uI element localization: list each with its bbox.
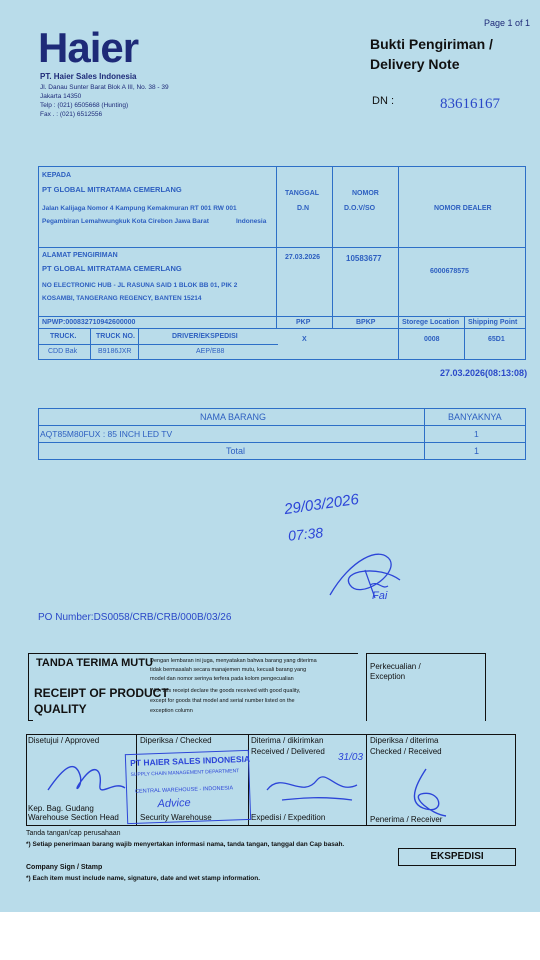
receipt-text-id-3: model dan nomor serinya terfera pada kolom pengecualian <box>150 676 294 682</box>
approved-signature <box>40 750 130 805</box>
receipt-text-en-1: With this receipt declare the goods received with good quality, <box>150 688 301 694</box>
item-row-qty: 1 <box>474 429 479 439</box>
truck-value: CDD Bak <box>48 348 78 355</box>
tanggal-value: 27.03.2026 <box>285 254 321 261</box>
checked-received-label-1: Diperiksa / diterima <box>370 736 439 745</box>
stamp-line-4: Advice <box>157 796 191 811</box>
truck-no-header: TRUCK NO. <box>96 333 135 340</box>
receipt-text-en-2: except for goods that model and serial number listed on the <box>150 698 295 704</box>
items-qty-header: BANYAKNYA <box>448 412 502 422</box>
ekspedisi-box: EKSPEDISI <box>398 848 516 866</box>
company-telp: Telp : (021) 6505668 (Hunting) <box>40 102 129 109</box>
exception-label-1: Perkecualian / <box>370 662 421 671</box>
truck-no-value: B9186JXR <box>98 348 132 355</box>
npwp: NPWP:000832710942600000 <box>42 319 136 326</box>
shipping-value: 65D1 <box>488 336 505 343</box>
company-name: PT. Haier Sales Indonesia <box>40 72 137 81</box>
truck-header: TRUCK. <box>50 333 77 340</box>
handwritten-note: 31/03 <box>338 752 364 763</box>
expedition-signature <box>262 760 362 810</box>
company-stamp <box>125 750 251 824</box>
penerima-label: Penerima / Receiver <box>370 815 443 824</box>
pkp-value: X <box>302 336 307 343</box>
dealer-value: 6000678575 <box>430 268 469 275</box>
company-sign-label: Company Sign / Stamp <box>26 864 103 871</box>
tanggal-header: TANGGAL <box>285 190 320 197</box>
receipt-text-id-2: tidak bermasalah secara manajemen mutu, kecuali barang yang <box>150 667 307 673</box>
pkp-label: PKP <box>296 319 311 326</box>
dn-label: DN : <box>372 95 394 107</box>
receipt-title-en-2: QUALITY <box>34 702 87 716</box>
doc-title-1: Bukti Pengiriman / <box>370 36 493 52</box>
security-label: Security Warehouse <box>140 813 212 822</box>
received-label-1: Diterima / dikirimkan <box>251 736 324 745</box>
kepada-label: KEPADA <box>42 172 72 179</box>
tanggal-sub: D.N <box>297 205 310 212</box>
items-name-header: NAMA BARANG <box>200 412 267 422</box>
receipt-title-id: TANDA TERIMA MUTU <box>36 657 153 669</box>
kep-bag-label-2: Warehouse Section Head <box>28 813 119 822</box>
receipt-text-id-1: Dengan lembaran ini juga, menyatakan bahwa barang yang diterima <box>150 658 317 664</box>
po-number: PO Number:DS0058/CRB/CRB/000B/03/26 <box>38 612 232 623</box>
stamp-line-2: SUPPLY CHAIN MANAGEMENT DEPARTMENT <box>130 768 240 778</box>
exception-label-2: Exception <box>370 672 406 681</box>
expedisi-label: Expedisi / Expedition <box>251 813 326 822</box>
company-fax: Fax . : (021) 6512556 <box>40 111 103 118</box>
kepada-address-2: Pegambiran Lemahwungkuk Kota Cirebon Jawa Barat <box>42 218 209 225</box>
stamp-line-3: CENTRAL WAREHOUSE - INDONESIA <box>135 785 234 795</box>
items-total-label: Total <box>226 446 246 456</box>
print-timestamp: 27.03.2026(08:13:08) <box>440 368 528 378</box>
tanda-tangan-label: Tanda tangan/cap perusahaan <box>26 830 121 837</box>
stamp-line-1: PT HAIER SALES INDONESIA <box>129 753 251 769</box>
company-address-2: Jakarta 14350 <box>40 93 82 100</box>
info-table <box>38 166 526 360</box>
note-en: *) Each item must include name, signature, date and wet stamp information. <box>26 875 261 882</box>
note-id: *) Setiap penerimaan barang wajib menyertakan informasi nama, tanda tangan, tanggal dan Cap basah. <box>26 841 345 848</box>
doc-title-2: Delivery Note <box>370 56 460 72</box>
nomor-dealer-header: NOMOR DEALER <box>434 205 492 212</box>
receipt-title-en-1: RECEIPT OF PRODUCT <box>34 686 169 700</box>
nomor-sub: D.O.V/SO <box>344 205 376 212</box>
checked-received-label-2: Checked / Received <box>370 747 442 756</box>
alamat-address-1: NO ELECTRONIC HUB - JL RASUNA SAID 1 BLOK BB 01, PIK 2 <box>42 282 238 289</box>
receiver-signature <box>396 764 456 820</box>
storage-location-label: Storege Location <box>402 319 460 326</box>
alamat-name: PT GLOBAL MITRATAMA CEMERLANG <box>42 264 182 273</box>
handwritten-date: 29/03/2026 <box>283 490 360 519</box>
page-label: Page 1 of 1 <box>484 18 531 28</box>
company-address-1: Jl. Danau Sunter Barat Blok A III, No. 38 - 39 <box>40 84 169 91</box>
kep-bag-label-1: Kep. Bag. Gudang <box>28 804 94 813</box>
dn-number: 83616167 <box>440 96 500 112</box>
approved-label: Disetujui / Approved <box>28 736 100 745</box>
kepada-name: PT GLOBAL MITRATAMA CEMERLANG <box>42 185 182 194</box>
shipping-point-label: Shipping Point <box>468 319 518 326</box>
nomor-header: NOMOR <box>352 190 379 197</box>
checked-label: Diperiksa / Checked <box>140 736 212 745</box>
alamat-label: ALAMAT PENGIRIMAN <box>42 252 118 259</box>
handwritten-signature-text: Fai <box>372 590 388 602</box>
driver-value: AEP/E88 <box>196 348 225 355</box>
received-label-2: Received / Delivered <box>251 747 325 756</box>
bpkp-label: BPKP <box>356 319 376 326</box>
haier-logo: Haier <box>38 24 139 71</box>
item-row-name: AQT85M80FUX : 85 INCH LED TV <box>40 429 173 439</box>
storage-value: 0008 <box>424 336 440 343</box>
items-total-qty: 1 <box>474 446 480 456</box>
kepada-address-1: Jalan Kalijaga Nomor 4 Kampung Kemakmuran RT 001 RW 001 <box>42 205 237 212</box>
nomor-value: 10583677 <box>346 254 382 263</box>
handwritten-signature <box>320 540 410 610</box>
receipt-text-en-3: exception column <box>150 708 193 714</box>
kepada-country: Indonesia <box>236 218 267 225</box>
alamat-address-2: KOSAMBI, TANGERANG REGENCY, BANTEN 15214 <box>42 295 202 302</box>
handwritten-time: 07:38 <box>287 524 324 544</box>
driver-header: DRIVER/EKSPEDISI <box>172 333 238 340</box>
